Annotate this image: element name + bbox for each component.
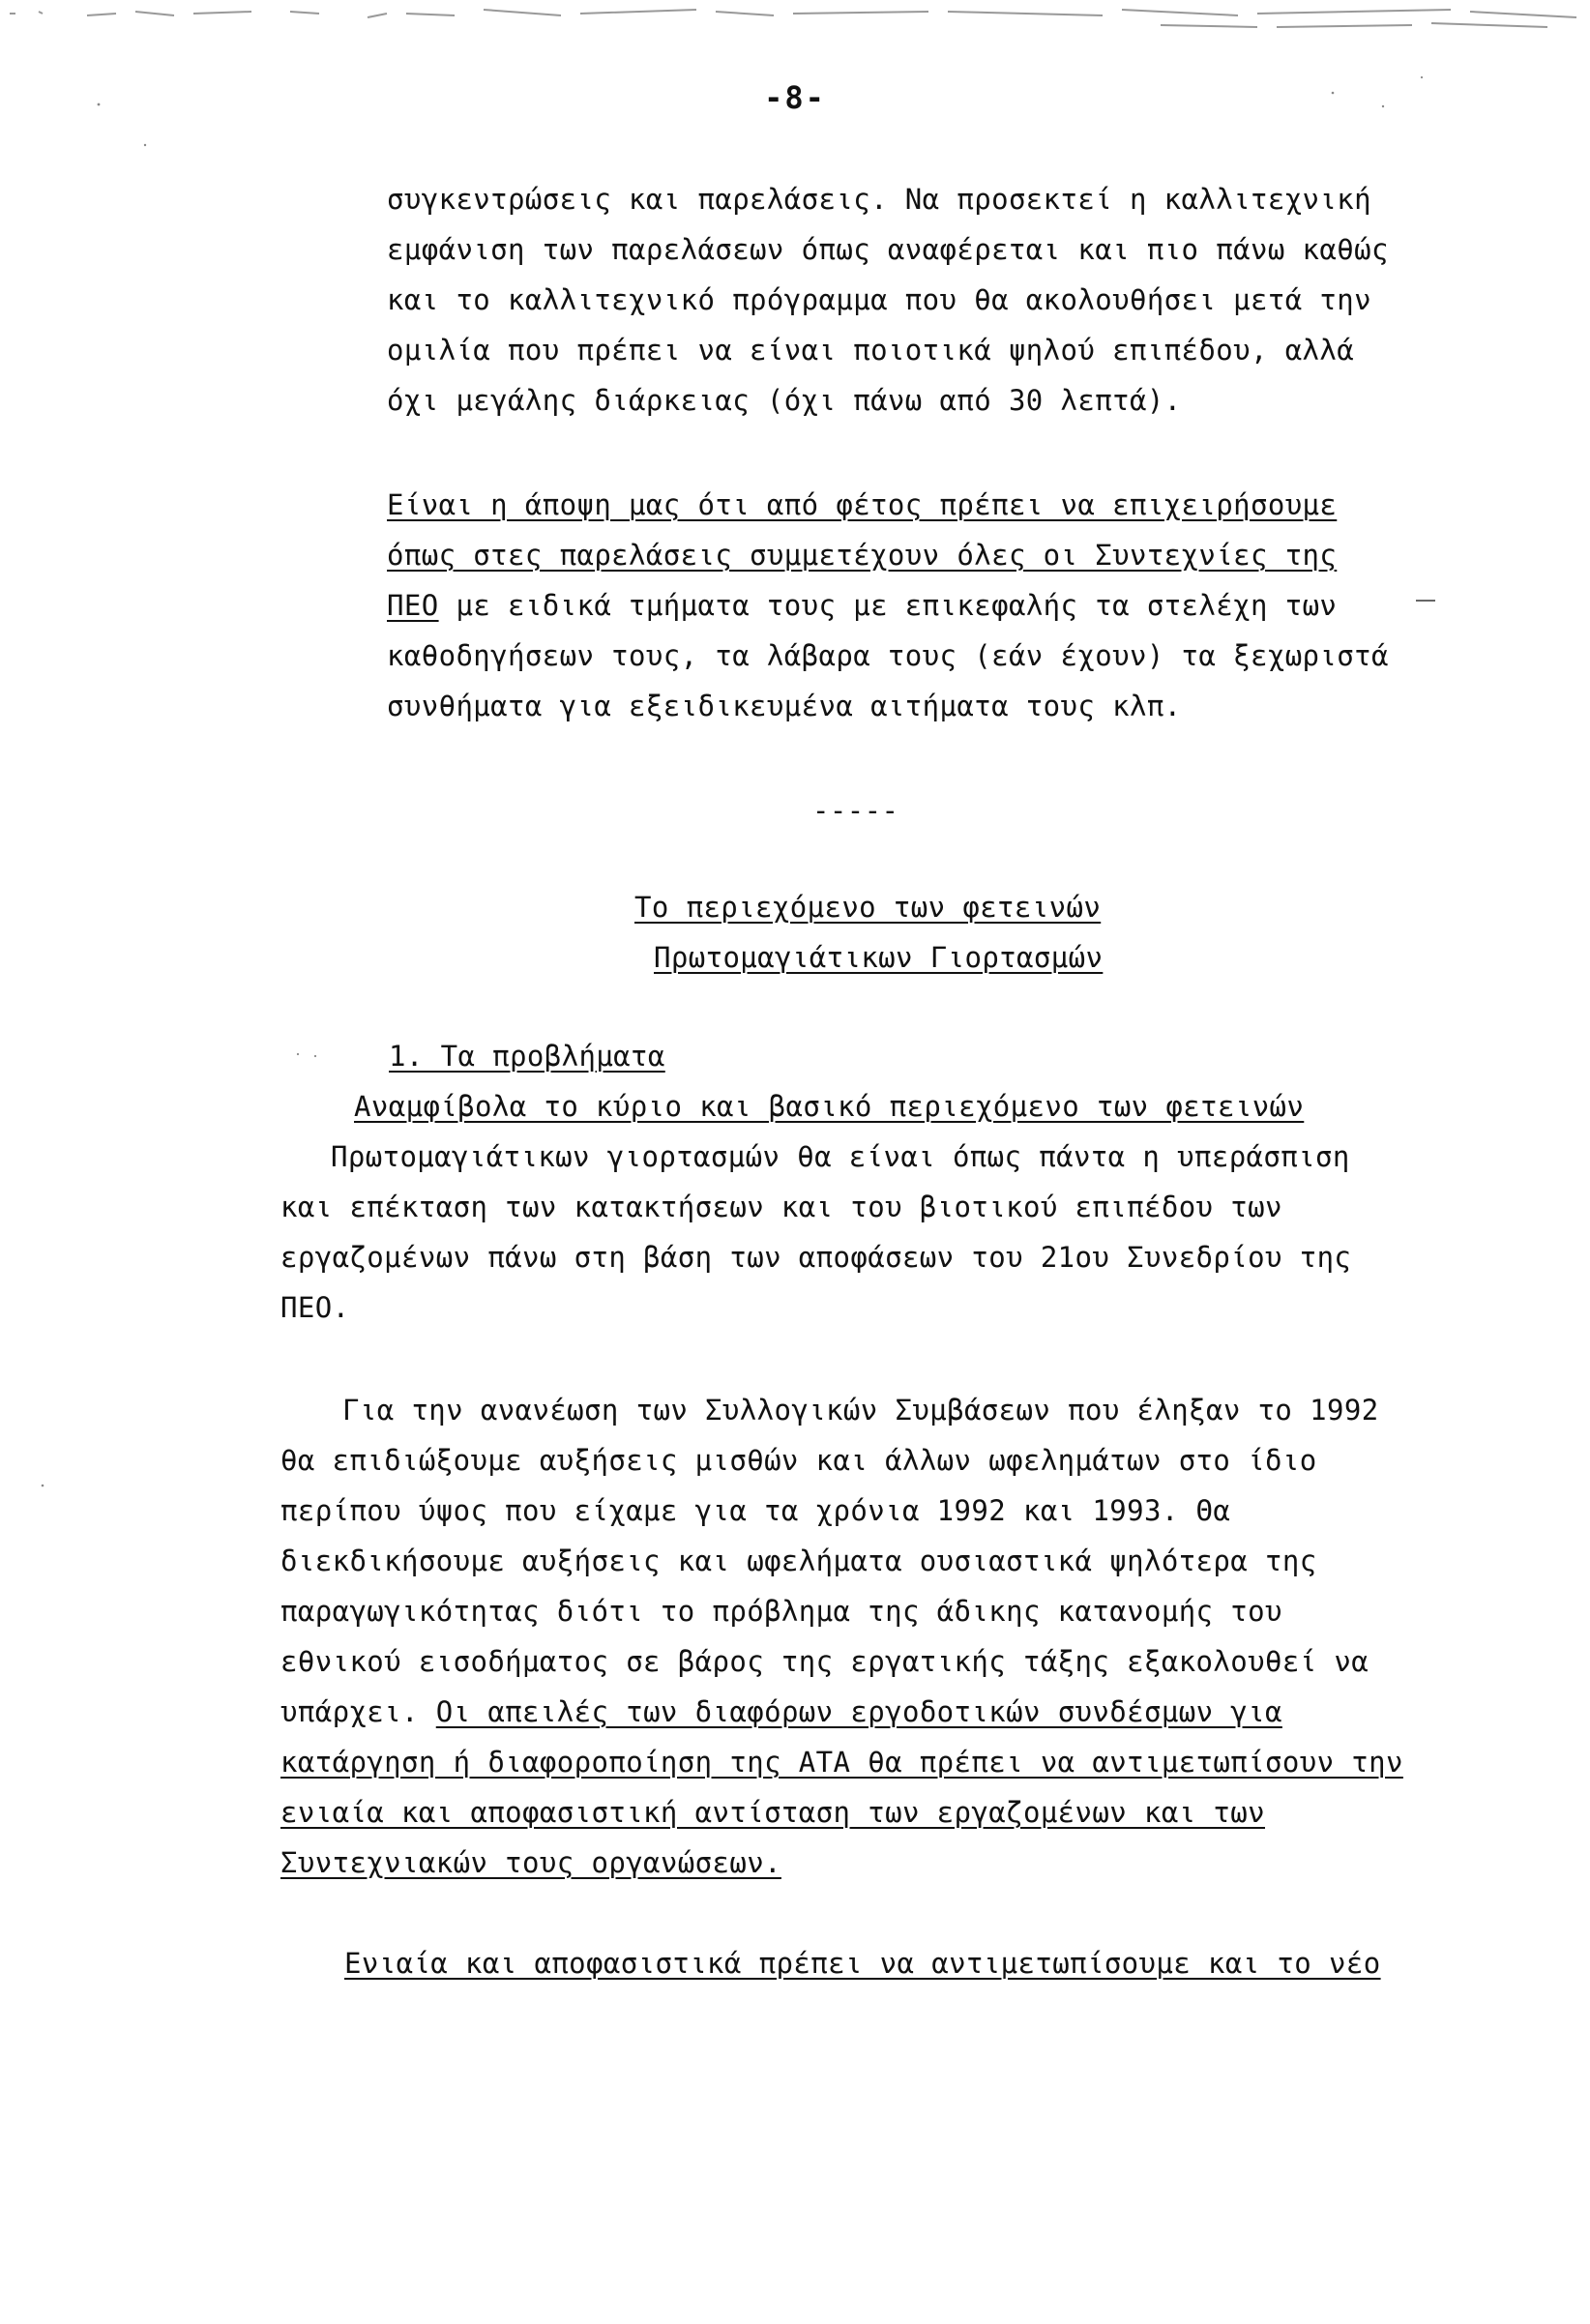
text-line: καθοδηγήσεων τους, τα λάβαρα τους (εάν έχουν) τα ξεχωριστά: [387, 639, 1389, 672]
section-title-line-1: Το περιεχόμενο των φετεινών: [634, 891, 1102, 924]
text-line: παραγωγικότητας διότι το πρόβλημα της άδικης κατανομής του: [280, 1595, 1282, 1628]
text-line: συγκεντρώσεις και παρελάσεις. Να προσεκτεί η καλλιτεχνική: [387, 183, 1371, 216]
text-line: συνθήματα για εξειδικευμένα αιτήματα τους κλπ.: [387, 690, 1182, 722]
underlined-line: κατάργηση ή διαφοροποίηση της ΑΤΑ θα πρέπει να αντιμετωπίσουν την: [280, 1746, 1403, 1779]
text-line: εθνικού εισοδήματος σε βάρος της εργατικής τάξης εξακολουθεί να: [280, 1645, 1369, 1678]
text-segment: με ειδικά τμήματα τους με επικεφαλής τα στελέχη των: [438, 589, 1338, 622]
underlined-line: όπως στες παρελάσεις συμμετέχουν όλες οι Συντεχνίες της: [387, 539, 1338, 572]
text-line: όχι μεγάλης διάρκειας (όχι πάνω από 30 λεπτά).: [387, 384, 1182, 417]
text-line: διεκδικήσουμε αυξήσεις και ωφελήματα ουσιαστικά ψηλότερα της: [280, 1544, 1317, 1577]
scan-noise: [0, 0, 1590, 39]
underlined-line: ενιαία και αποφασιστική αντίσταση των εργαζομένων και των: [280, 1796, 1265, 1829]
text-line: θα επιδιώξουμε αυξήσεις μισθών και άλλων ωφελημάτων στο ίδιο: [280, 1444, 1317, 1477]
underlined-line: Είναι η άποψη μας ότι από φέτος πρέπει να επιχειρήσουμε: [387, 488, 1338, 521]
separator: -----: [812, 794, 899, 827]
text-line: ομιλία που πρέπει να είναι ποιοτικά ψηλού επιπέδου, αλλά: [387, 334, 1355, 367]
text-line: και επέκταση των κατακτήσεων και του βιοτικού επιπέδου των: [280, 1191, 1282, 1223]
text-line: και το καλλιτεχνικό πρόγραμμα που θα ακολουθήσει μετά την: [387, 283, 1371, 316]
text-line: [280, 1694, 1282, 1729]
underlined-line: Συντεχνιακών τους οργανώσεων.: [280, 1846, 781, 1879]
underlined-line: Αναμφίβολα το κύριο και βασικό περιεχόμενο των φετεινών: [354, 1090, 1305, 1123]
text-line: εργαζομένων πάνω στη βάση των αποφάσεων του 21ου Συνεδρίου της: [280, 1241, 1352, 1274]
section-title-line-2: Πρωτομαγιάτικων Γιορτασμών: [654, 941, 1104, 974]
text-line: Πρωτομαγιάτικων γιορτασμών θα είναι όπως πάντα η υπεράσπιση: [331, 1140, 1350, 1173]
text-segment: υπάρχει.: [280, 1695, 436, 1728]
text-line: περίπου ύψος που είχαμε για τα χρόνια 1992 και 1993. Θα: [280, 1494, 1231, 1527]
text-line: Για την ανανέωση των Συλλογικών Συμβάσεων που έληξαν το 1992: [342, 1394, 1379, 1427]
page-number: -8-: [764, 79, 826, 116]
underlined-line: Ενιαία και αποφασιστικά πρέπει να αντιμετωπίσουμε και το νέο: [344, 1947, 1381, 1980]
underlined-segment: Οι απειλές των διαφόρων εργοδοτικών συνδέσμων για: [435, 1695, 1282, 1728]
text-line: [387, 588, 1337, 623]
text-line: ΠΕΟ.: [280, 1291, 350, 1324]
peo-abbreviation: ΠΕΟ: [387, 589, 439, 622]
subsection-heading: 1. Τα προβλήματα: [389, 1040, 665, 1073]
text-line: εμφάνιση των παρελάσεων όπως αναφέρεται και πιο πάνω καθώς: [387, 233, 1389, 266]
